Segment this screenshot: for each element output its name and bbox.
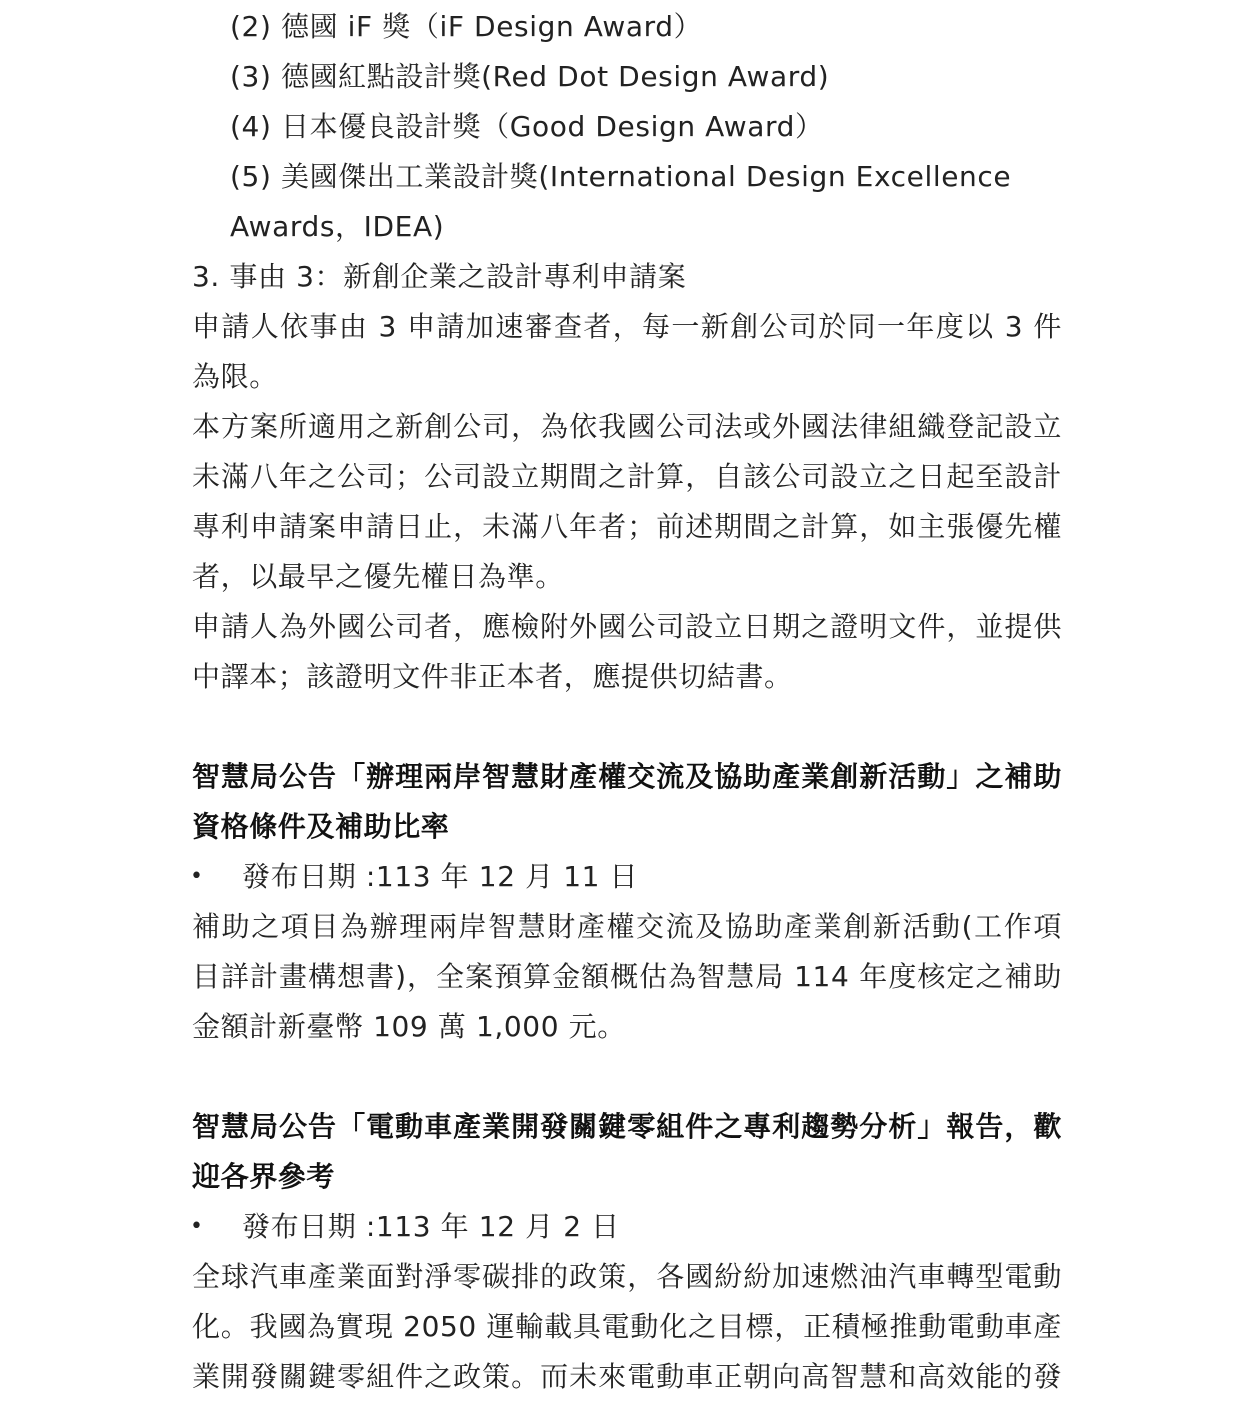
notice1-body-line: 補助之項目為辦理兩岸智慧財產權交流及協助產業創新活動(工作項 bbox=[192, 910, 1062, 943]
award-item-5-continued: Awards，IDEA) bbox=[230, 210, 445, 243]
award-item-5: (5) 美國傑出工業設計獎(International Design Excellence bbox=[230, 160, 1012, 193]
notice2-bullet: • bbox=[190, 1214, 204, 1239]
reason3-para2-line: 本方案所適用之新創公司，為依我國公司法或外國法律組織登記設立 bbox=[192, 410, 1062, 443]
reason3-para3-line: 中譯本；該證明文件非正本者，應提供切結書。 bbox=[192, 660, 793, 693]
notice2-body-line: 化。我國為實現 2050 運輸載具電動化之目標，正積極推動電動車產 bbox=[192, 1310, 1062, 1343]
reason3-para1-line: 為限。 bbox=[192, 360, 278, 393]
notice2-title: 智慧局公告「電動車產業開發關鍵零組件之專利趨勢分析」報告，歡 bbox=[192, 1110, 1062, 1143]
reason3-para1-line: 申請人依事由 3 申請加速審查者，每一新創公司於同一年度以 3 件 bbox=[192, 310, 1062, 343]
award-item-2: (2) 德國 iF 獎（iF Design Award） bbox=[230, 10, 703, 43]
reason3-para2-line: 專利申請案申請日止，未滿八年者；前述期間之計算，如主張優先權 bbox=[192, 510, 1062, 543]
notice1-body-line: 金額計新臺幣 109 萬 1,000 元。 bbox=[192, 1010, 626, 1043]
notice1-title: 智慧局公告「辦理兩岸智慧財產權交流及協助產業創新活動」之補助 bbox=[192, 760, 1062, 793]
notice2-body-line: 業開發關鍵零組件之政策。而未來電動車正朝向高智慧和高效能的發 bbox=[192, 1360, 1062, 1393]
notice1-date: 發布日期 :113 年 12 月 11 日 bbox=[242, 860, 639, 893]
notice2-body-line: 全球汽車產業面對淨零碳排的政策，各國紛紛加速燃油汽車轉型電動 bbox=[192, 1260, 1062, 1293]
reason3-para3-line: 申請人為外國公司者，應檢附外國公司設立日期之證明文件，並提供 bbox=[192, 610, 1062, 643]
notice2-title-continued: 迎各界參考 bbox=[192, 1160, 336, 1193]
award-item-4: (4) 日本優良設計獎（Good Design Award） bbox=[230, 110, 824, 143]
notice1-bullet: • bbox=[190, 864, 204, 889]
reason3-heading: 3. 事由 3：新創企業之設計專利申請案 bbox=[192, 260, 687, 293]
notice1-body-line: 目詳計畫構想書)，全案預算金額概估為智慧局 114 年度核定之補助 bbox=[192, 960, 1062, 993]
reason3-para2-line: 者，以最早之優先權日為準。 bbox=[192, 560, 564, 593]
notice2-date: 發布日期 :113 年 12 月 2 日 bbox=[242, 1210, 620, 1243]
reason3-para2-line: 未滿八年之公司；公司設立期間之計算，自該公司設立之日起至設計 bbox=[192, 460, 1062, 493]
award-item-3: (3) 德國紅點設計獎(Red Dot Design Award) bbox=[230, 60, 830, 93]
notice1-title-continued: 資格條件及補助比率 bbox=[192, 810, 450, 843]
